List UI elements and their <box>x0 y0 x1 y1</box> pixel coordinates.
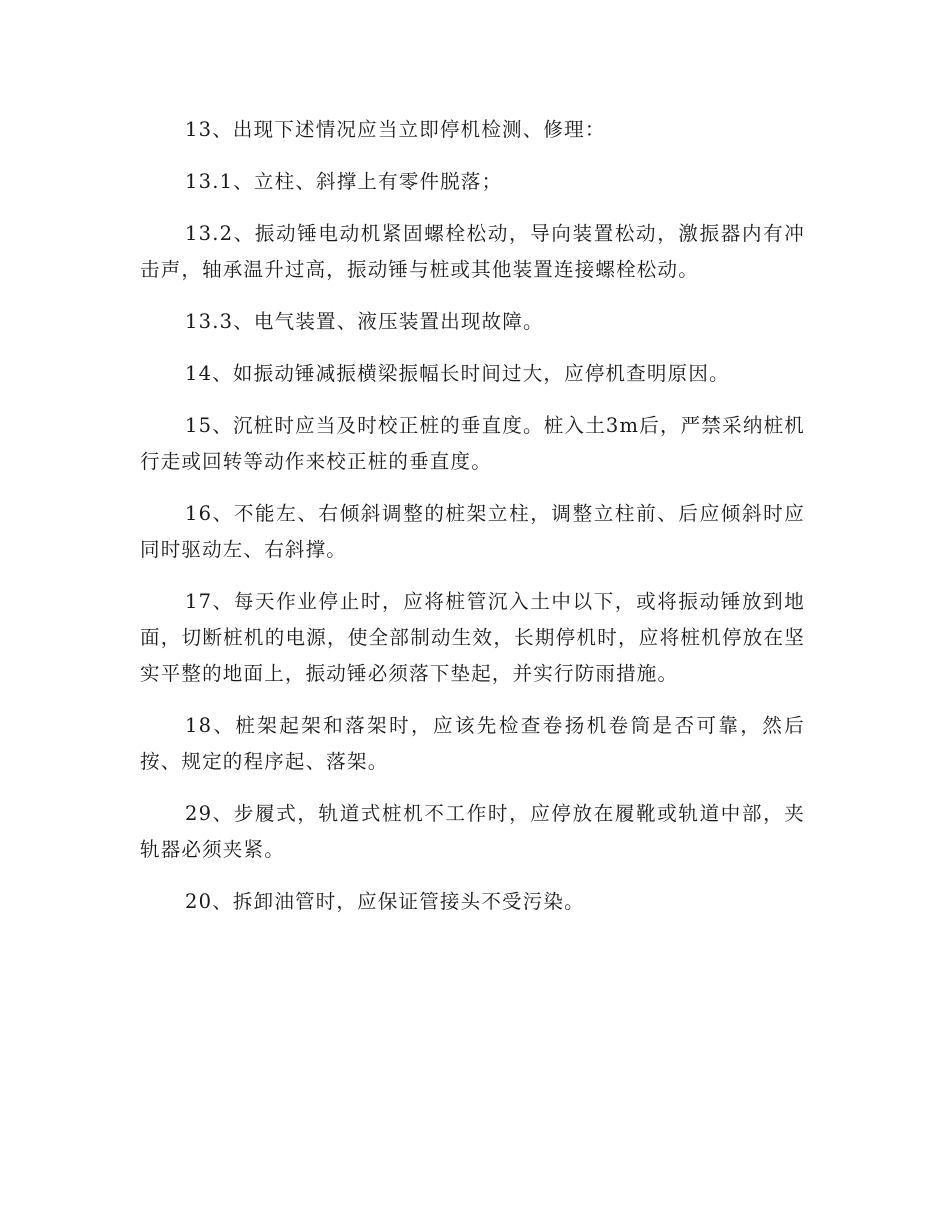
paragraph-16: 16、不能左、右倾斜调整的桩架立柱，调整立柱前、后应倾斜时应同时驱动左、右斜撑。 <box>140 502 805 561</box>
paragraph-29: 29、步履式，轨道式桩机不工作时，应停放在履靴或轨道中部，夹轨器必须夹紧。 <box>140 802 805 861</box>
paragraph-13: 13、出现下述情况应当立即停机检测、修理： <box>185 118 606 141</box>
paragraph-14: 14、如振动锤减振横梁振幅长时间过大，应停机查明原因。 <box>185 362 730 385</box>
paragraph-15: 15、沉桩时应当及时校正桩的垂直度。桩入土3m后，严禁采纳桩机行走或回转等动作来校正桩的垂直度。 <box>140 414 805 473</box>
paragraph-20: 20、拆卸油管时，应保证管接头不受污染。 <box>185 890 585 913</box>
document-body <box>140 112 805 936</box>
paragraph-13-2: 13.2、振动锤电动机紧固螺栓松动，导向装置松动，激振器内有冲击声，轴承温升过高，振动锤与桩或其他装置连接螺栓松动。 <box>140 222 805 281</box>
paragraph-18: 18、桩架起架和落架时，应该先检查卷扬机卷筒是否可靠，然后按、规定的程序起、落架。 <box>140 714 805 773</box>
paragraph-17: 17、每天作业停止时，应将桩管沉入土中以下，或将振动锤放到地面，切断桩机的电源，使全部制动生效，长期停机时，应将桩机停放在坚实平整的地面上，振动锤必须落下垫起，并实行防雨措施。 <box>140 590 805 685</box>
paragraph-13-1: 13.1、立柱、斜撑上有零件脱落； <box>185 170 503 193</box>
paragraph-13-3: 13.3、电气装置、液压装置出现故障。 <box>185 310 544 333</box>
